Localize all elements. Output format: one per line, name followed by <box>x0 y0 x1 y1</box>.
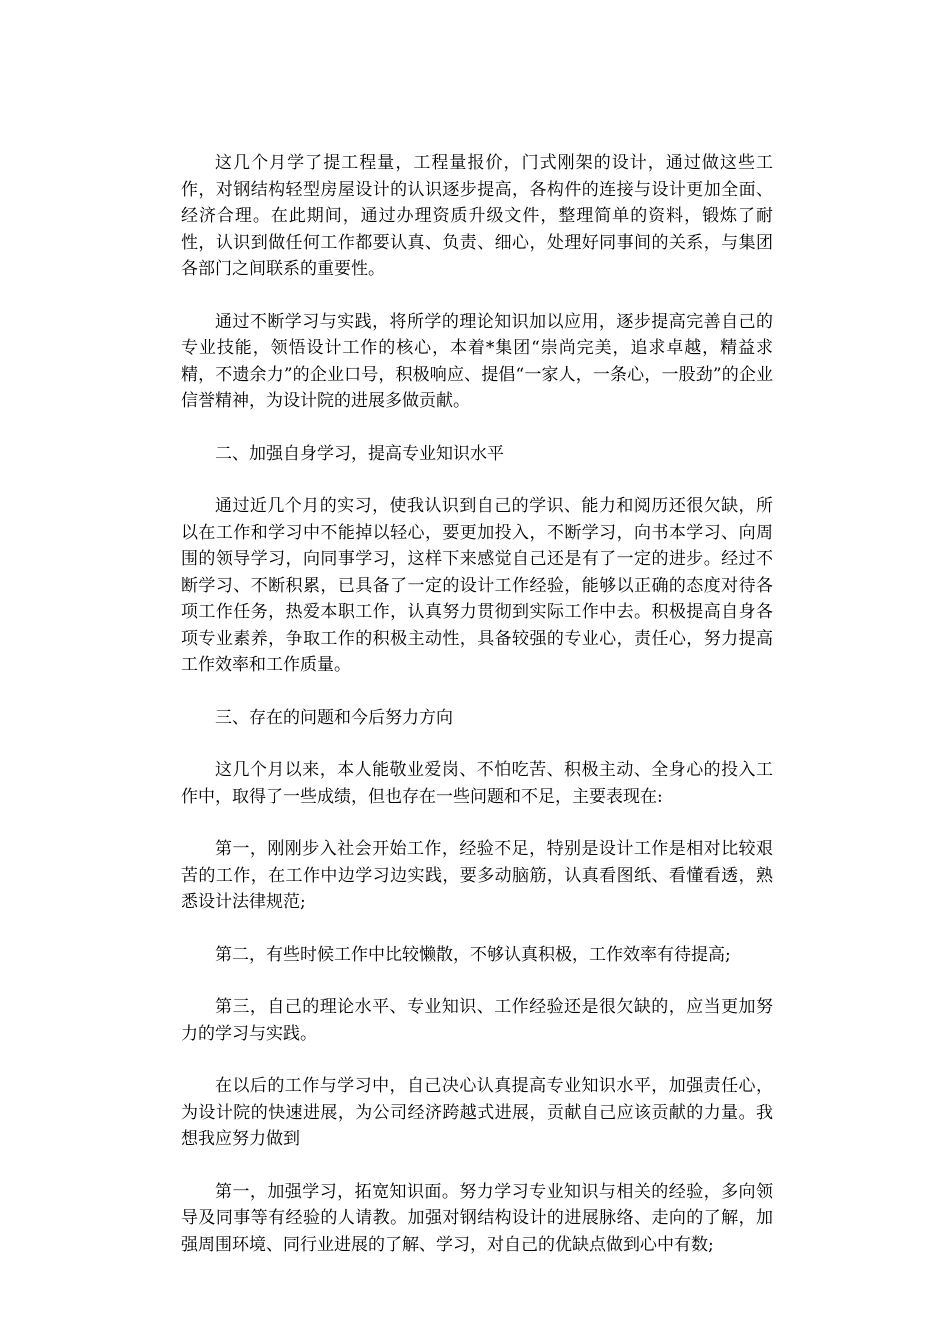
paragraph: 第二，有些时候工作中比较懒散，不够认真积极，工作效率有待提高; <box>215 944 731 965</box>
paragraph: 第一，刚刚步入社会开始工作，经验不足，特别是设计工作是相对比较艰苦的工作，在工作中边学习边实践，要多动脑筋，认真看图纸、看懂看透，熟悉设计法律规范; <box>181 839 773 912</box>
paragraph: 这几个月以来，本人能敬业爱岗、不怕吃苦、积极主动、全身心的投入工作中，取得了一些成绩，但也存在一些问题和不足，主要表现在: <box>181 760 773 807</box>
section-heading: 三、存在的问题和今后努力方向 <box>215 707 453 728</box>
paragraph: 第一，加强学习，拓宽知识面。努力学习专业知识与相关的经验，多向领导及同事等有经验的人请教。加强对钢结构设计的进展脉络、走向的了解，加强周围环境、同行业进展的了解、学习，对自己的优缺点做到心中有数; <box>181 1181 773 1255</box>
paragraph: 这几个月学了提工程量，工程量报价，门式刚架的设计，通过做这些工作，对钢结构轻型房屋设计的认识逐步提高，各构件的连接与设计更加全面、经济合理。在此期间，通过办理资质升级文件，整理简单的资料，锻炼了耐性，认识到做任何工作都要认真、负责、细心，处理好同事间的关系，与集团各部门之间联系的重要性。 <box>181 153 773 279</box>
paragraph: 第三，自己的理论水平、专业知识、工作经验还是很欠缺的，应当更加努力的学习与实践。 <box>181 997 773 1044</box>
paragraph: 通过不断学习与实践，将所学的理论知识加以应用，逐步提高完善自己的专业技能，领悟设计工作的核心，本着*集团“崇尚完美，追求卓越，精益求精，不遗余力”的企业口号，积极响应、提倡“一家人，一条心，一股劲”的企业信誉精神，为设计院的进展多做贡献。 <box>181 311 773 411</box>
paragraph: 在以后的工作与学习中，自己决心认真提高专业知识水平，加强责任心，为设计院的快速进展，为公司经济跨越式进展，贡献自己应该贡献的力量。我想我应努力做到 <box>181 1076 773 1149</box>
paragraph: 通过近几个月的实习，使我认识到自己的学识、能力和阅历还很欠缺，所以在工作和学习中不能掉以轻心，要更加投入，不断学习，向书本学习、向周围的领导学习，向同事学习，这样下来感觉自己还是有了一定的进步。经过不断学习、不断积累，已具备了一定的设计工作经验，能够以正确的态度对待各项工作任务，热爱本职工作，认真努力贯彻到实际工作中去。积极提高自身各项专业素养，争取工作的积极主动性，具备较强的专业心，责任心，努力提高工作效率和工作质量。 <box>181 496 773 675</box>
document-body <box>181 150 773 1284</box>
section-heading: 二、加强自身学习，提高专业知识水平 <box>215 443 504 464</box>
